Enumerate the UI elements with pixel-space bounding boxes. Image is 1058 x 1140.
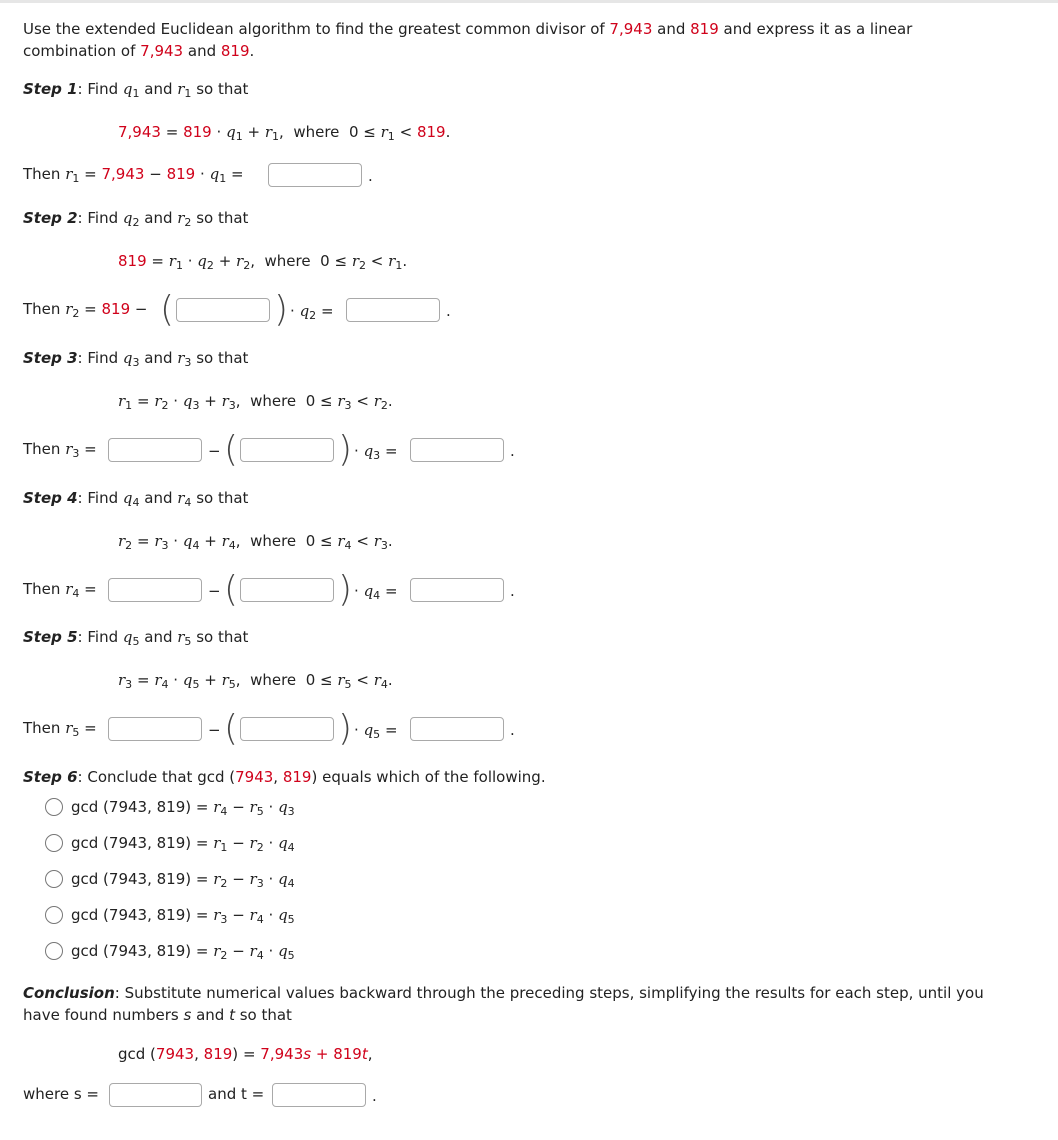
step-1-then: Then $r_1 = 7,943 - 819 \cdot q_1$ = bbox=[23, 165, 244, 185]
intro-text: combination of bbox=[23, 42, 141, 60]
close-paren: ) bbox=[338, 429, 353, 470]
period: . bbox=[372, 1087, 377, 1105]
step-label: Step 3 bbox=[23, 349, 78, 367]
step-1-equation: $7,943 = 819 \cdot q_1 + r_1$, where $0 \le r_1 < 819$. bbox=[118, 123, 451, 143]
step-2-equation: $819 = r_1 \cdot q_2 + r_2$, where $0 \le r_2 < r_1$. bbox=[118, 252, 408, 272]
period: . bbox=[249, 42, 255, 60]
minus: − bbox=[208, 582, 221, 600]
open-paren: ( bbox=[224, 429, 239, 470]
step-6-heading: Step 6: Conclude that gcd (7943, 819) equals which of the following. bbox=[23, 768, 546, 786]
step-1-heading: Step 1: Find $q_1$ and $r_1$ so that bbox=[23, 80, 249, 100]
period: . bbox=[510, 721, 515, 739]
step-4-heading: Step 4: Find $q_4$ and $r_4$ so that bbox=[23, 489, 249, 509]
r4-second-input[interactable] bbox=[240, 578, 334, 602]
option-radio-2[interactable] bbox=[45, 834, 63, 852]
option-label-1[interactable]: gcd (7943, $819) = r_4 - r_5 \cdot q_3$ bbox=[71, 798, 295, 818]
step-label: Step 5 bbox=[23, 628, 78, 646]
number-b: 819 bbox=[690, 20, 719, 38]
q2-term: · $q_2$ = bbox=[290, 302, 334, 322]
period: . bbox=[446, 302, 451, 320]
r5-result-input[interactable] bbox=[410, 717, 504, 741]
step-label: Step 6 bbox=[23, 768, 78, 786]
number-a: 7,943 bbox=[140, 42, 184, 60]
step-label: Step 1 bbox=[23, 80, 78, 98]
option-label-2[interactable]: gcd (7943, $819) = r_1 - r_2 \cdot q_4$ bbox=[71, 834, 295, 854]
period: . bbox=[510, 582, 515, 600]
q4-term: · $q_4$ = bbox=[354, 582, 398, 602]
step-5-heading: Step 5: Find $q_5$ and $r_5$ so that bbox=[23, 628, 249, 648]
top-border bbox=[0, 0, 1058, 3]
r1-input[interactable] bbox=[268, 163, 362, 187]
step-4-then: Then $r_4$ = bbox=[23, 580, 97, 600]
q5-term: · $q_5$ = bbox=[354, 721, 398, 741]
q3-term: · $q_3$ = bbox=[354, 442, 398, 462]
step-5-equation: $r_3 = r_4 \cdot q_5 + r_5$, where $0 \le r_5 < r_4$. bbox=[118, 671, 393, 691]
conclusion-line-1: Conclusion: Substitute numerical values backward through the preceding steps, simplifying the results for each step, until you bbox=[23, 984, 984, 1002]
conclusion-label: Conclusion bbox=[23, 984, 115, 1002]
close-paren: ) bbox=[338, 708, 353, 749]
step-2-heading: Step 2: Find $q_2$ and $r_2$ so that bbox=[23, 209, 249, 229]
r5-first-input[interactable] bbox=[108, 717, 202, 741]
intro-text: and express it as a linear bbox=[718, 20, 913, 38]
conj: and bbox=[183, 42, 221, 60]
close-paren: ) bbox=[338, 569, 353, 610]
r2-input[interactable] bbox=[346, 298, 440, 322]
open-paren: ( bbox=[224, 708, 239, 749]
r3-first-input[interactable] bbox=[108, 438, 202, 462]
step-label: Step 2 bbox=[23, 209, 78, 227]
step-5-then: Then $r_5$ = bbox=[23, 719, 97, 739]
close-paren: ) bbox=[274, 289, 289, 330]
number-b: 819 bbox=[220, 42, 250, 60]
t-input[interactable] bbox=[272, 1083, 366, 1107]
step-3-then: Then $r_3$ = bbox=[23, 440, 97, 460]
minus: − bbox=[208, 721, 221, 739]
step-2-then: Then $r_2 = 819$ − bbox=[23, 300, 148, 320]
intro-text: Use the extended Euclidean algorithm to find the greatest common divisor of bbox=[23, 20, 610, 38]
where-s-label: where s = bbox=[23, 1085, 99, 1103]
conclusion-line-2: have found numbers s and t so that bbox=[23, 1006, 292, 1024]
r4-result-input[interactable] bbox=[410, 578, 504, 602]
step-4-equation: $r_2 = r_3 \cdot q_4 + r_4$, where $0 \le r_4 < r_3$. bbox=[118, 532, 393, 552]
option-label-5[interactable]: gcd (7943, $819) = r_2 - r_4 \cdot q_5$ bbox=[71, 942, 295, 962]
r4-first-input[interactable] bbox=[108, 578, 202, 602]
s-input[interactable] bbox=[109, 1083, 202, 1107]
r3-result-input[interactable] bbox=[410, 438, 504, 462]
and-t-label: and t = bbox=[208, 1085, 265, 1103]
conclusion-equation: gcd (7943, 819) = 7,943s + 819t, bbox=[118, 1045, 373, 1063]
option-radio-1[interactable] bbox=[45, 798, 63, 816]
open-paren: ( bbox=[160, 289, 175, 330]
period: . bbox=[368, 167, 373, 185]
r5-second-input[interactable] bbox=[240, 717, 334, 741]
open-paren: ( bbox=[224, 569, 239, 610]
number-a: 7,943 bbox=[609, 20, 653, 38]
minus: − bbox=[208, 442, 221, 460]
r1-repeat-input[interactable] bbox=[176, 298, 270, 322]
intro-line-2 bbox=[23, 41, 254, 61]
r3-second-input[interactable] bbox=[240, 438, 334, 462]
option-label-3[interactable]: gcd (7943, $819) = r_2 - r_3 \cdot q_4$ bbox=[71, 870, 295, 890]
period: . bbox=[510, 442, 515, 460]
conj: and bbox=[652, 20, 691, 38]
step-label: Step 4 bbox=[23, 489, 78, 507]
step-3-equation: $r_1 = r_2 \cdot q_3 + r_3$, where $0 \le r_3 < r_2$. bbox=[118, 392, 393, 412]
option-radio-4[interactable] bbox=[45, 906, 63, 924]
option-radio-3[interactable] bbox=[45, 870, 63, 888]
intro-line-1 bbox=[23, 19, 912, 39]
option-label-4[interactable]: gcd (7943, $819) = r_3 - r_4 \cdot q_5$ bbox=[71, 906, 295, 926]
option-radio-5[interactable] bbox=[45, 942, 63, 960]
step-3-heading: Step 3: Find $q_3$ and $r_3$ so that bbox=[23, 349, 249, 369]
